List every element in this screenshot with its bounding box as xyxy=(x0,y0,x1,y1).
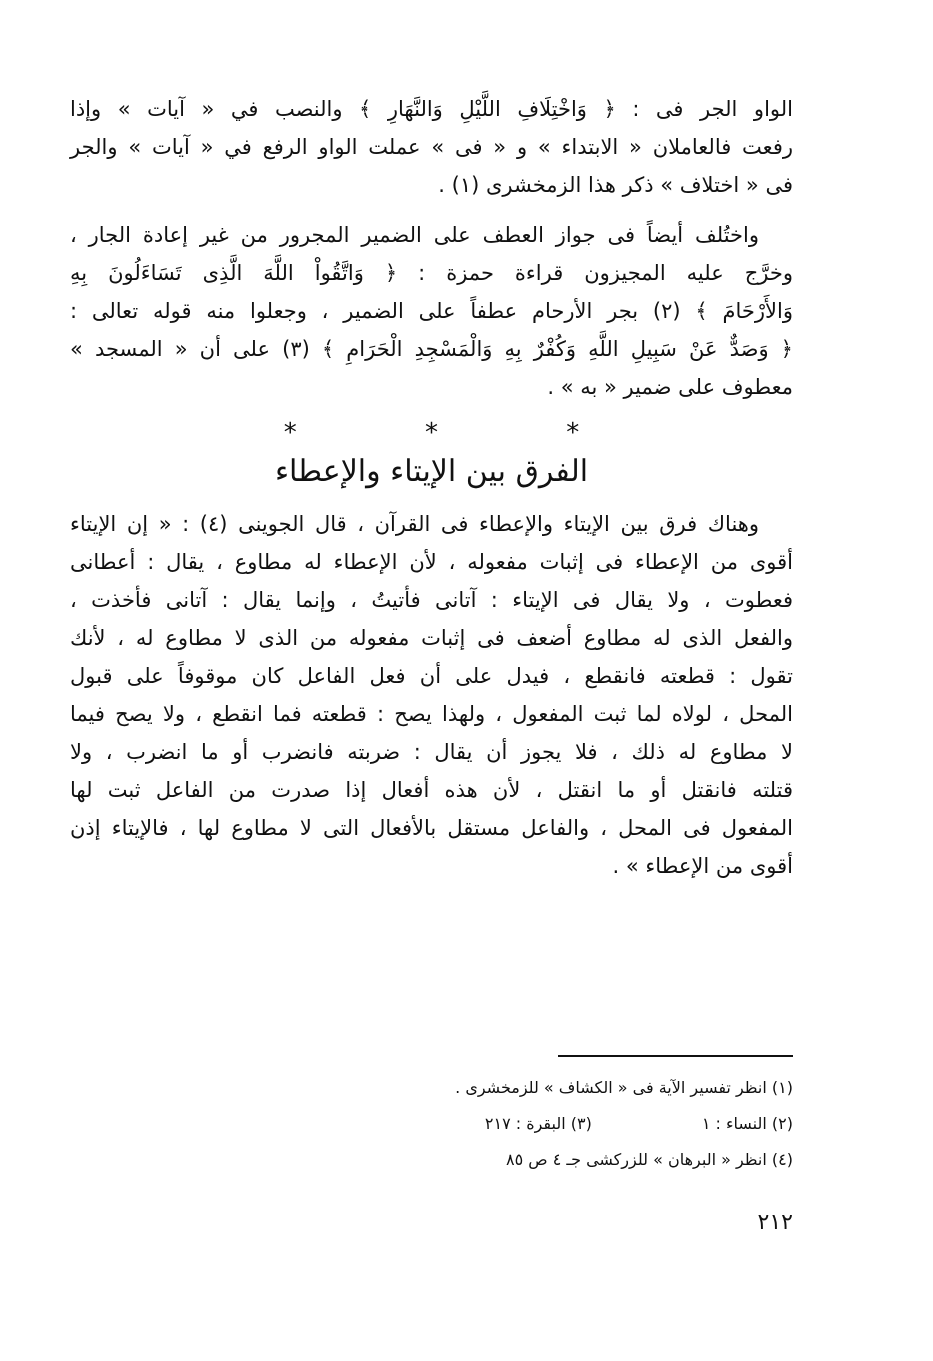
footnote-row xyxy=(70,1142,793,1178)
text-line: ﴿ وَصَدٌّ عَنْ سَبِيلِ اللَّهِ وَكُفْرٌ بِهِ وَالْمَسْجِدِ الْحَرَامِ ﴾ (٣) على أن « المسجد » xyxy=(70,337,793,361)
text-line: فعطوت ، ولا يقال فى الإيتاء : آتانى فأتيتُ ، وإنما يقال : آتانى فأخذت ، xyxy=(70,588,793,612)
footnote-4: (٤) انظر « البرهان » للزركشى جـ ٤ ص ٨٥ xyxy=(506,1150,793,1169)
text-line: المفعول فى المحل ، والفاعل مستقل بالأفعال التى لا مطاوع لها ، فالإيتاء إذن xyxy=(70,816,793,840)
text-line: الواو الجر فى : ﴿ وَاخْتِلَافِ اللَّيْلِ وَالنَّهَارِ ﴾ والنصب في « آيات » وإذا xyxy=(70,97,793,121)
page-body xyxy=(70,90,793,1301)
text-line: فى « اختلاف » ذكر هذا الزمخشرى (١) . xyxy=(438,173,793,197)
text-line: تقول : قطعته فانقطع ، فيدل على أن فعل الفاعل كان موقوفاً على قبول xyxy=(70,664,793,688)
footnote-1: (١) انظر تفسير الآية فى « الكشاف » للزمخشرى . xyxy=(455,1078,793,1097)
footnote-row xyxy=(70,1106,793,1142)
paragraph-2 xyxy=(70,216,793,406)
text-line: وَالأَرْحَامَ ﴾ (٢) بجر الأرحام عطفاً على الضمير ، وجعلوا منه قوله تعالى : xyxy=(70,299,794,323)
footnote-3: (٣) البقرة : ٢١٧ xyxy=(484,1114,592,1133)
text-line: أقوى من الإعطاء » . xyxy=(612,854,793,878)
footnote-divider xyxy=(558,1055,793,1057)
text-line: واختُلف أيضاً فى جواز العطف على الضمير المجرور من غير إعادة الجار ، xyxy=(70,223,759,247)
footnote-row xyxy=(70,1070,793,1106)
paragraph-1 xyxy=(70,90,793,204)
text-line: والفعل الذى له مطاوع أضعف فى إثبات مفعوله من الذى لا مطاوع له ، لأنك xyxy=(70,626,793,650)
text-line: أقوى من الإعطاء فى إثبات مفعوله ، لأن الإعطاء له مطاوع ، يقال : أعطانى xyxy=(70,550,793,574)
text-line: قتلته فانقتل أو ما انقتل ، لأن هذه أفعال إذا صدرت من الفاعل ثبت لها xyxy=(70,778,793,802)
page-number: ٢١٢ xyxy=(757,1210,793,1235)
text-line: معطوف على ضمير « به » . xyxy=(547,375,793,399)
section-heading: الفرق بين الإيتاء والإعطاء xyxy=(274,454,589,489)
section-separator: * * * xyxy=(283,418,640,448)
text-line: رفعت فالعاملان « الابتداء » و « فى » عملت الواو الرفع في « آيات » والجر xyxy=(70,135,793,159)
text-line: وهناك فرق بين الإيتاء والإعطاء فى القرآن ، قال الجوينى (٤) : « إن الإيتاء xyxy=(70,512,759,536)
footnote-2: (٢) النساء : ١ xyxy=(701,1114,793,1133)
footnotes xyxy=(70,1070,793,1178)
section-paragraph xyxy=(70,505,793,885)
text-line: المحل ، لولاه لما ثبت المفعول ، ولهذا يصح : قطعته فما انقطع ، ولا يصح فيما xyxy=(70,702,793,726)
text-line: وخرَّج عليه المجيزون قراءة حمزة : ﴿ وَاتَّقُواْ اللَّهَ الَّذِى تَسَاءَلُونَ بِهِ xyxy=(70,261,793,285)
text-line: لا مطاوع له ذلك ، فلا يجوز أن يقال : ضربته فانضرب أو ما انضرب ، ولا xyxy=(70,740,793,764)
